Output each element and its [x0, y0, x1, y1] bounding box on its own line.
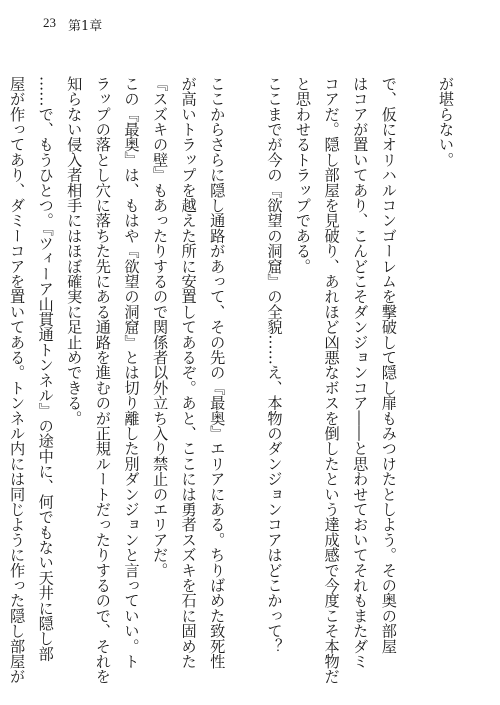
page-header: [43, 15, 102, 34]
blank-line: [403, 76, 432, 676]
text-line: 屋が作ってあり、ダミーコアを置いてある。トンネル内には同じように作った隠し部屋が: [8, 76, 27, 684]
text-line: [0, 76, 3, 676]
text-line: で、仮にオリハルコンゴーレムを撃破して隠し扉もみつけたとしよう。その奥の部屋: [379, 76, 398, 654]
page-number: 23: [43, 15, 56, 30]
text-line: ……で、もうひとつ。『ツィーア山貫通トンネル』の途中に、何でもない天井に隠し部: [36, 76, 55, 662]
text-line: ラップの落とし穴に落ちた先にある通路を進むのが正規ルートだったりするので、それを: [93, 76, 112, 684]
text-line: ここまでが今の『欲望の洞窟』の全貌……え、本物のダンジョンコアはどこかって？: [265, 76, 284, 654]
text-line: が堪らない。: [437, 76, 455, 168]
text-line: 『スズキの壁』もあったりするので関係者以外立ち入り禁止のエリアだ。: [151, 76, 170, 578]
text-line: 知らない侵入者相手にはほぼ確実に足止めできる。: [65, 76, 84, 426]
text-line: この『最奥』は、もはや『欲望の洞窟』とは切り離した別ダンジョンと言っていい。ト: [122, 76, 141, 669]
body-text: [8, 76, 460, 684]
text-line: はコアが置いてあり、こんどこそダンジョンコア――と思わせておいてそれもまたダミ: [351, 76, 370, 669]
text-line: と思わせるトラップである。: [294, 76, 313, 274]
text-line: が高いトラップを越えた所に安置してあるぞ。あと、ここには勇者スズキを石に固めた: [179, 76, 198, 669]
text-line: ここからさらに隠し通路があって、その先の『最奥』エリアにある。ちりばめた致死性: [208, 76, 227, 669]
blank-line: [231, 76, 260, 676]
text-line: コアだ。隠し部屋を見破り、あれほど凶悪なボスを倒したという達成感で今度こそ本物だ: [322, 76, 341, 684]
chapter-title: 第1章: [68, 19, 103, 34]
